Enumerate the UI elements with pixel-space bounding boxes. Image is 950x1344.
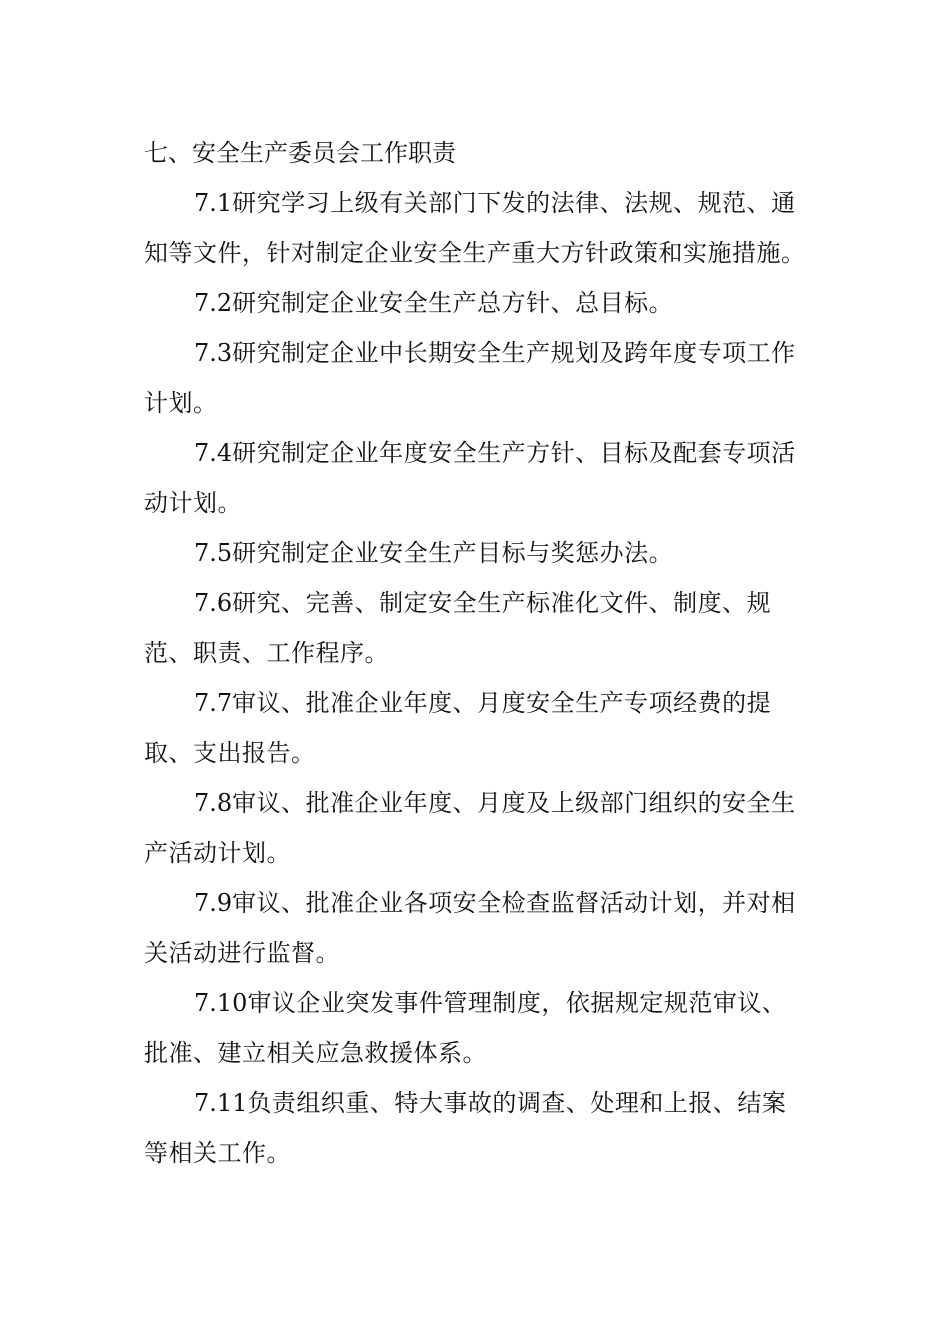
- clause-7-6: [144, 578, 810, 678]
- clause-text: 审议企业突发事件管理制度，依据规定规范审议、批准、建立相关应急救援体系。: [144, 989, 787, 1067]
- clause-text: 研究、完善、制定安全生产标准化文件、制度、规范、职责、工作程序。: [144, 589, 772, 667]
- clause-7-5: [144, 528, 810, 578]
- clause-7-8: [144, 778, 810, 878]
- clause-number: 7.3: [194, 339, 233, 367]
- clause-7-10: [144, 978, 810, 1078]
- clause-7-11: [144, 1078, 810, 1178]
- clause-text: 审议、批准企业年度、月度及上级部门组织的安全生产活动计划。: [144, 789, 796, 867]
- clause-text: 研究制定企业安全生产目标与奖惩办法。: [232, 539, 674, 567]
- clause-number: 7.4: [194, 439, 233, 467]
- clause-7-9: [144, 878, 810, 978]
- clause-number: 7.9: [194, 889, 233, 917]
- clause-text: 研究制定企业安全生产总方针、总目标。: [232, 289, 674, 317]
- clause-number: 7.7: [194, 689, 233, 717]
- clause-number: 7.6: [194, 589, 233, 617]
- clause-7-3: [144, 328, 810, 428]
- clause-number: 7.10: [194, 989, 248, 1017]
- clause-number: 7.8: [194, 789, 233, 817]
- document-page: [144, 128, 810, 1178]
- clause-7-1: [144, 178, 810, 278]
- clause-text: 负责组织重、特大事故的调查、处理和上报、结案等相关工作。: [144, 1089, 787, 1167]
- section-heading: 七、安全生产委员会工作职责: [144, 139, 456, 167]
- clause-text: 研究制定企业年度安全生产方针、目标及配套专项活动计划。: [144, 439, 796, 517]
- clause-text: 研究制定企业中长期安全生产规划及跨年度专项工作计划。: [144, 339, 796, 417]
- clause-number: 7.1: [194, 189, 233, 217]
- clause-7-2: [144, 278, 810, 328]
- clause-number: 7.2: [194, 289, 233, 317]
- clause-number: 7.5: [194, 539, 233, 567]
- clause-7-7: [144, 678, 810, 778]
- clause-text: 审议、批准企业年度、月度安全生产专项经费的提取、支出报告。: [144, 689, 772, 767]
- clause-7-4: [144, 428, 810, 528]
- clause-text: 审议、批准企业各项安全检查监督活动计划，并对相关活动进行监督。: [144, 889, 796, 967]
- clause-text: 研究学习上级有关部门下发的法律、法规、规范、通知等文件，针对制定企业安全生产重大方针政策和实施措施。: [144, 189, 806, 267]
- clause-number: 7.11: [194, 1089, 248, 1117]
